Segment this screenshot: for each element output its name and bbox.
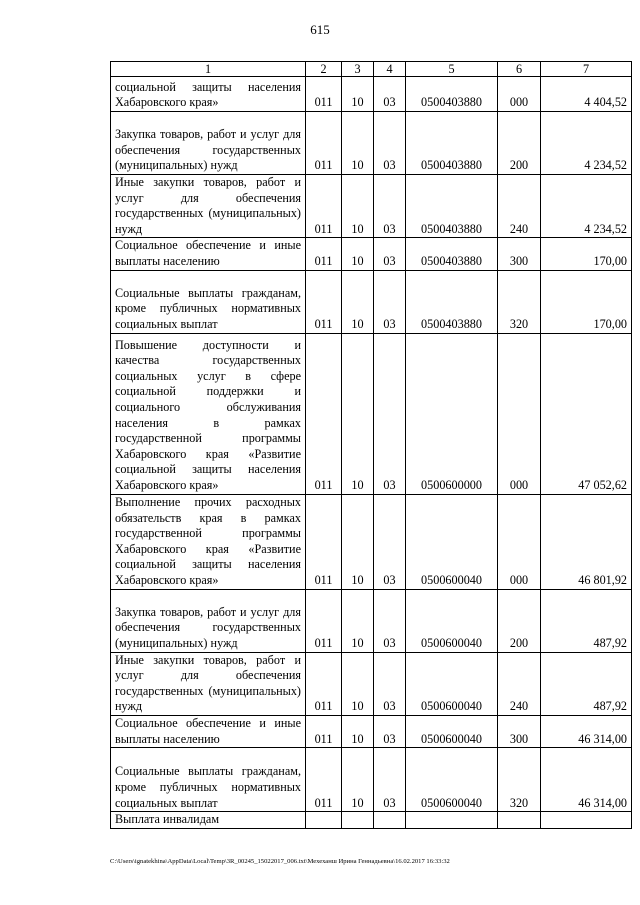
row-col-5: 0500600040 <box>406 589 498 652</box>
row-col-4: 03 <box>374 112 406 175</box>
table-row <box>111 494 632 589</box>
row-col-5: 0500600040 <box>406 715 498 747</box>
row-col-2: 011 <box>306 238 342 270</box>
row-col-5: 0500600040 <box>406 494 498 589</box>
row-col-2: 011 <box>306 652 342 715</box>
row-col-4: 03 <box>374 270 406 333</box>
row-col-3: 10 <box>342 652 374 715</box>
row-col-6: 000 <box>498 333 541 494</box>
row-col-6: 240 <box>498 652 541 715</box>
row-col-3: 10 <box>342 748 374 812</box>
row-col-6 <box>498 812 541 829</box>
row-amount: 46 314,00 <box>541 748 632 812</box>
column-header: 5 <box>406 62 498 77</box>
row-col-3: 10 <box>342 175 374 238</box>
row-name: Социальные выплаты гражданам, кроме публичных нормативных социальных выплат <box>111 748 306 812</box>
row-col-6: 200 <box>498 112 541 175</box>
row-col-4 <box>374 812 406 829</box>
row-amount: 4 234,52 <box>541 112 632 175</box>
row-col-2: 011 <box>306 175 342 238</box>
row-col-6: 320 <box>498 270 541 333</box>
column-header: 3 <box>342 62 374 77</box>
row-col-2: 011 <box>306 77 342 112</box>
column-header: 7 <box>541 62 632 77</box>
column-header: 1 <box>111 62 306 77</box>
table-row <box>111 715 632 747</box>
table-row <box>111 589 632 652</box>
row-name: Социальное обеспечение и иные выплаты населению <box>111 715 306 747</box>
row-col-2: 011 <box>306 494 342 589</box>
row-name: Выплата инвалидам <box>111 812 306 829</box>
row-col-3: 10 <box>342 333 374 494</box>
row-name: социальной защиты населения Хабаровского края» <box>111 77 306 112</box>
row-col-6: 300 <box>498 238 541 270</box>
row-col-4: 03 <box>374 494 406 589</box>
page-number: 615 <box>310 22 330 37</box>
column-header: 4 <box>374 62 406 77</box>
row-col-3 <box>342 812 374 829</box>
row-name: Закупка товаров, работ и услуг для обеспечения государственных (муниципальных) нужд <box>111 589 306 652</box>
row-col-5: 0500403880 <box>406 270 498 333</box>
table-row <box>111 175 632 238</box>
table-row <box>111 333 632 494</box>
row-col-4: 03 <box>374 175 406 238</box>
row-name: Социальное обеспечение и иные выплаты населению <box>111 238 306 270</box>
footer-file-path: C:\Users\ignatekhina\AppData\Local\Temp\3R_00245_15022017_006.txt\Мехеханш Ирина Геннадьевна\16.02.2017 16:33:32 <box>110 858 450 865</box>
table-row <box>111 112 632 175</box>
row-col-3: 10 <box>342 270 374 333</box>
row-col-3: 10 <box>342 589 374 652</box>
row-col-5: 0500600040 <box>406 748 498 812</box>
row-col-4: 03 <box>374 77 406 112</box>
row-col-3: 10 <box>342 238 374 270</box>
table-header-row <box>111 62 632 77</box>
row-col-6: 300 <box>498 715 541 747</box>
row-col-6: 000 <box>498 494 541 589</box>
row-amount <box>541 812 632 829</box>
row-col-3: 10 <box>342 715 374 747</box>
row-col-2: 011 <box>306 715 342 747</box>
row-name: Иные закупки товаров, работ и услуг для обеспечения государственных (муниципальных) нужд <box>111 652 306 715</box>
row-amount: 4 404,52 <box>541 77 632 112</box>
row-amount: 487,92 <box>541 652 632 715</box>
row-amount: 170,00 <box>541 238 632 270</box>
row-col-3: 10 <box>342 494 374 589</box>
table-row <box>111 238 632 270</box>
row-col-5: 0500600000 <box>406 333 498 494</box>
table-row <box>111 748 632 812</box>
row-col-4: 03 <box>374 589 406 652</box>
table-row <box>111 812 632 829</box>
row-amount: 4 234,52 <box>541 175 632 238</box>
table-row <box>111 652 632 715</box>
row-col-2 <box>306 812 342 829</box>
row-name: Социальные выплаты гражданам, кроме публичных нормативных социальных выплат <box>111 270 306 333</box>
row-col-6: 200 <box>498 589 541 652</box>
column-header: 6 <box>498 62 541 77</box>
row-name: Повышение доступности и качества государственных социальных услуг в сфере социальной поддержки и социального обслуживания населения в рамках государственной программы Хабаровского края «Развитие социальной защиты населения Хабаровского края» <box>111 333 306 494</box>
row-col-2: 011 <box>306 112 342 175</box>
row-col-3: 10 <box>342 112 374 175</box>
row-col-5 <box>406 812 498 829</box>
row-name: Закупка товаров, работ и услуг для обеспечения государственных (муниципальных) нужд <box>111 112 306 175</box>
column-header: 2 <box>306 62 342 77</box>
table-row <box>111 270 632 333</box>
row-col-6: 240 <box>498 175 541 238</box>
row-col-2: 011 <box>306 270 342 333</box>
row-col-4: 03 <box>374 652 406 715</box>
row-col-4: 03 <box>374 238 406 270</box>
row-amount: 46 314,00 <box>541 715 632 747</box>
row-col-5: 0500600040 <box>406 652 498 715</box>
row-col-4: 03 <box>374 333 406 494</box>
row-col-2: 011 <box>306 589 342 652</box>
row-col-5: 0500403880 <box>406 112 498 175</box>
row-col-6: 000 <box>498 77 541 112</box>
row-amount: 170,00 <box>541 270 632 333</box>
row-name: Иные закупки товаров, работ и услуг для обеспечения государственных (муниципальных) нужд <box>111 175 306 238</box>
row-amount: 47 052,62 <box>541 333 632 494</box>
row-amount: 46 801,92 <box>541 494 632 589</box>
row-col-4: 03 <box>374 748 406 812</box>
row-col-4: 03 <box>374 715 406 747</box>
row-col-3: 10 <box>342 77 374 112</box>
budget-table <box>110 61 632 829</box>
table-row <box>111 77 632 112</box>
row-col-5: 0500403880 <box>406 238 498 270</box>
row-col-5: 0500403880 <box>406 77 498 112</box>
row-col-2: 011 <box>306 333 342 494</box>
row-amount: 487,92 <box>541 589 632 652</box>
row-col-2: 011 <box>306 748 342 812</box>
row-name: Выполнение прочих расходных обязательств края в рамках государственной программы Хабаровского края «Развитие социальной защиты населения Хабаровского края» <box>111 494 306 589</box>
row-col-5: 0500403880 <box>406 175 498 238</box>
row-col-6: 320 <box>498 748 541 812</box>
